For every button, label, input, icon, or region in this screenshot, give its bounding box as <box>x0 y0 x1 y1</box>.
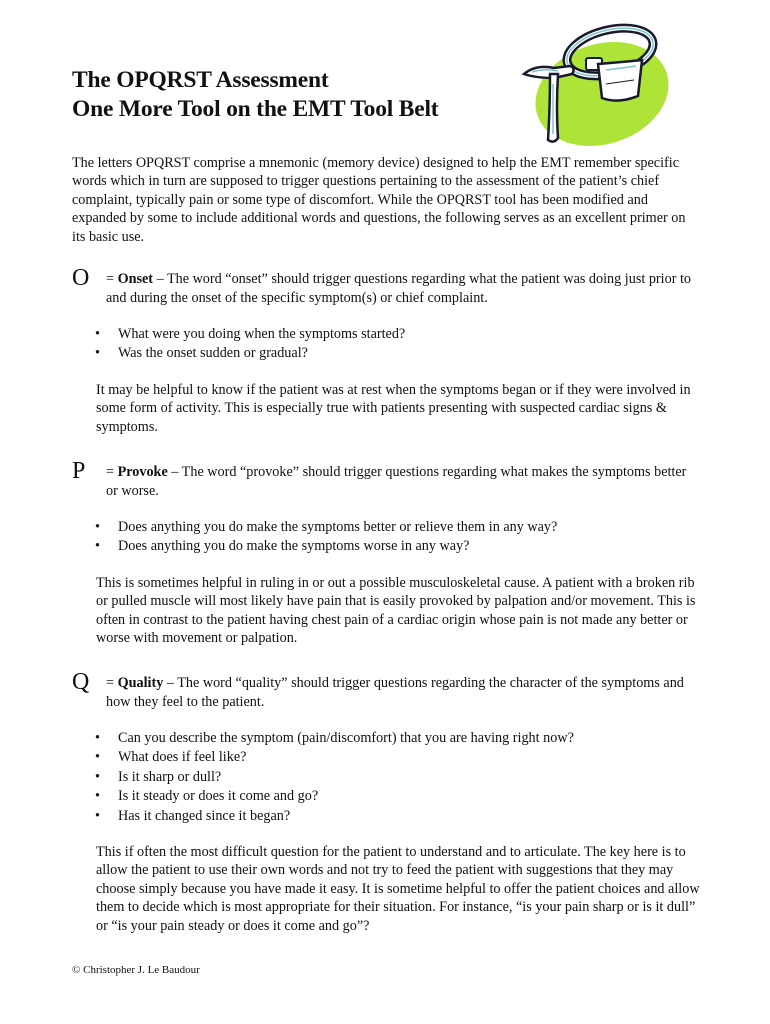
letter-q: Q <box>72 669 90 695</box>
provoke-questions <box>92 518 700 557</box>
letter-p: P <box>72 458 86 484</box>
provoke-note: This is sometimes helpful in ruling in or out a possible musculoskeletal cause. A patient with a broken rib or pulled muscle will most likely have pain that is easily provoked by palpation and/or movement. This is often in contrast to the patient having chest pain of a cardiac origin whose pain is not made any better or worse with movement or palpation. <box>96 574 696 647</box>
section-quality-lead: Q = Quality – The word “quality” should trigger questions regarding the character of the symptoms and how they feel to the patient. <box>72 669 684 710</box>
section-onset-lead: O = Onset – The word “onset” should trigger questions regarding what the patient was doing just prior to and during the onset of the specific symptom(s) or chief complaint. <box>72 265 691 306</box>
list-item: • Can you describe the symptom (pain/discomfort) that you are having right now? <box>92 729 700 748</box>
list-item: • Is it steady or does it come and go? <box>92 787 700 806</box>
title-line-1: The OPQRST Assessment <box>72 67 329 93</box>
tool-belt-illustration <box>506 12 672 148</box>
copyright-footer: © Christopher J. Le Baudour <box>72 964 200 976</box>
section-quality <box>72 669 700 935</box>
list-item: • Has it changed since it began? <box>92 807 700 826</box>
onset-note: It may be helpful to know if the patient was at rest when the symptoms began or if they were involved in some form of activity. This is especially true with patients presenting with suspected cardiac signs & symptoms. <box>96 381 691 435</box>
section-provoke <box>72 458 700 647</box>
term-onset: Onset <box>117 271 154 287</box>
list-item: • Does anything you do make the symptoms worse in any way? <box>92 537 700 556</box>
list-item: • Is it sharp or dull? <box>92 768 700 787</box>
term-provoke: Provoke <box>117 464 168 480</box>
onset-questions <box>92 325 700 364</box>
document-title <box>72 66 438 124</box>
quality-note: This if often the most difficult question for the patient to understand and to articulate. The key here is to allow the patient to use their own words and not try to feed the patient with suggestions that they may choose simply because you have made it easy. It is sometime helpful to offer the patient choices and allow them to decide which is most appropriate for their situation. For instance, “is your pain sharp or is it dull” or “is your pain steady or does it come and go”? <box>96 844 700 934</box>
quality-questions <box>92 729 700 826</box>
term-quality: Quality <box>117 675 164 691</box>
section-onset <box>72 265 700 436</box>
title-line-2: One More Tool on the EMT Tool Belt <box>72 96 439 122</box>
section-provoke-lead: P = Provoke – The word “provoke” should trigger questions regarding what makes the symptoms better or worse. <box>72 458 687 499</box>
letter-o: O <box>72 265 90 291</box>
list-item: • Does anything you do make the symptoms better or relieve them in any way? <box>92 518 700 537</box>
list-item: • Was the onset sudden or gradual? <box>92 344 700 363</box>
intro-paragraph: The letters OPQRST comprise a mnemonic (memory device) designed to help the EMT remember specific words which in turn are supposed to trigger questions pertaining to the assessment of the patient’s chief complaint, typically pain or some type of discomfort. While the OPQRST tool has been modified and expanded by some to include additional words and questions, the following serves as an excellent primer on its basic use. <box>72 155 686 245</box>
list-item: • What does if feel like? <box>92 748 700 767</box>
list-item: • What were you doing when the symptoms started? <box>92 325 700 344</box>
